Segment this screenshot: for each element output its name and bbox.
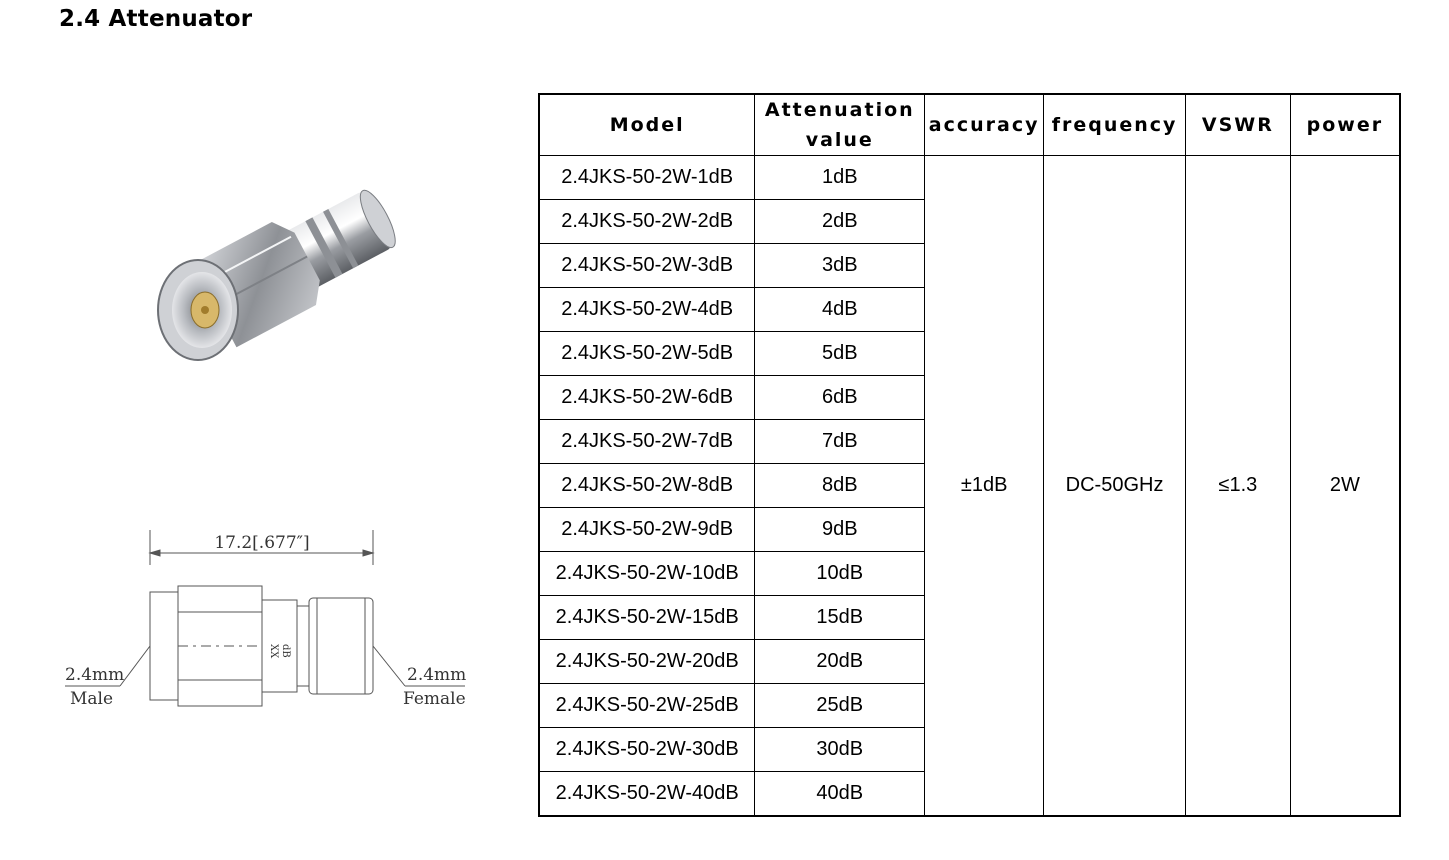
spec-table [538, 93, 1401, 817]
cell-model: 2.4JKS-50-2W-5dB [539, 332, 755, 376]
cell-attenuation-value: 2dB [755, 200, 925, 244]
marking-top: XX [268, 644, 279, 659]
cell-model: 2.4JKS-50-2W-9dB [539, 508, 755, 552]
cell-attenuation-value: 6dB [755, 376, 925, 420]
cell-attenuation-value: 10dB [755, 552, 925, 596]
cell-attenuation-value: 3dB [755, 244, 925, 288]
cell-model: 2.4JKS-50-2W-40dB [539, 772, 755, 817]
right-gender-label: Female [403, 689, 466, 709]
header-model: Model [539, 94, 755, 156]
cell-model: 2.4JKS-50-2W-20dB [539, 640, 755, 684]
cell-attenuation-value: 4dB [755, 288, 925, 332]
header-attenuation-line2: value [805, 129, 874, 151]
cell-model: 2.4JKS-50-2W-1dB [539, 156, 755, 200]
cell-model: 2.4JKS-50-2W-8dB [539, 464, 755, 508]
cell-model: 2.4JKS-50-2W-30dB [539, 728, 755, 772]
cell-attenuation-value: 25dB [755, 684, 925, 728]
right-size-label: 2.4mm [407, 665, 467, 685]
header-accuracy: accuracy [925, 94, 1044, 156]
dimension-length: 17.2[.677″] [214, 533, 310, 553]
cell-power: 2W [1290, 156, 1400, 817]
cell-accuracy: ±1dB [925, 156, 1044, 817]
cell-attenuation-value: 15dB [755, 596, 925, 640]
section-title: 2.4 Attenuator [59, 6, 253, 32]
header-attenuation [755, 94, 925, 156]
cell-model: 2.4JKS-50-2W-25dB [539, 684, 755, 728]
header-power: power [1290, 94, 1400, 156]
cell-model: 2.4JKS-50-2W-10dB [539, 552, 755, 596]
cell-attenuation-value: 40dB [755, 772, 925, 817]
cell-model: 2.4JKS-50-2W-15dB [539, 596, 755, 640]
attenuator-photo [150, 185, 410, 380]
header-attenuation-line1: Attenuation [764, 99, 915, 121]
header-row [539, 94, 1400, 156]
cell-model: 2.4JKS-50-2W-6dB [539, 376, 755, 420]
cell-frequency: DC-50GHz [1044, 156, 1186, 817]
cell-model: 2.4JKS-50-2W-7dB [539, 420, 755, 464]
table-row [539, 156, 1400, 200]
header-frequency: frequency [1044, 94, 1186, 156]
cell-attenuation-value: 5dB [755, 332, 925, 376]
dimension-drawing [55, 520, 475, 720]
left-size-label: 2.4mm [65, 665, 125, 685]
cell-attenuation-value: 1dB [755, 156, 925, 200]
header-vswr: VSWR [1186, 94, 1291, 156]
marking-bottom: dB [280, 644, 291, 658]
cell-attenuation-value: 30dB [755, 728, 925, 772]
cell-model: 2.4JKS-50-2W-4dB [539, 288, 755, 332]
cell-model: 2.4JKS-50-2W-2dB [539, 200, 755, 244]
cell-attenuation-value: 9dB [755, 508, 925, 552]
cell-model: 2.4JKS-50-2W-3dB [539, 244, 755, 288]
cell-vswr: ≤1.3 [1186, 156, 1291, 817]
cell-attenuation-value: 8dB [755, 464, 925, 508]
cell-attenuation-value: 20dB [755, 640, 925, 684]
left-gender-label: Male [70, 689, 114, 709]
cell-attenuation-value: 7dB [755, 420, 925, 464]
